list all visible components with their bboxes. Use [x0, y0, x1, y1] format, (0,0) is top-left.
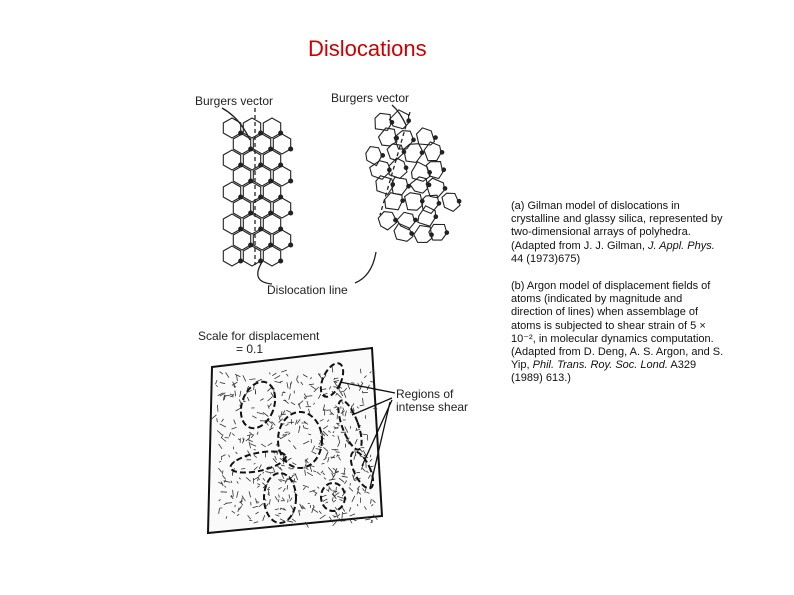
regions-label-line2: intense shear [396, 400, 469, 414]
lattice-cell [253, 230, 270, 250]
lattice-cell [273, 198, 290, 218]
caption-b [511, 280, 726, 386]
lattice-cell [243, 246, 260, 266]
burgers-vector-label-right: Burgers vector [331, 91, 410, 105]
lattice-cell [263, 182, 280, 202]
displacement-dash [370, 455, 371, 457]
network-cell [375, 113, 391, 130]
regions-label-line1: Regions of [396, 387, 454, 401]
lattice-atom [289, 211, 293, 215]
slide-title: Dislocations [308, 36, 427, 61]
network-atom [437, 202, 441, 206]
lattice-cell [243, 214, 260, 234]
network-atom [414, 218, 418, 222]
displacement-dash [283, 434, 284, 436]
network-cell [410, 177, 428, 193]
lattice-cell [263, 118, 280, 138]
lattice-cell [233, 166, 250, 186]
lattice-cell [233, 198, 250, 218]
lattice-cell [253, 198, 270, 218]
displacement-field-border [208, 348, 382, 533]
lattice-cell [223, 214, 240, 234]
network-cell [418, 206, 436, 226]
displacement-dash [365, 519, 370, 520]
network-atom [440, 150, 444, 154]
lattice-cell [273, 134, 290, 154]
caption-b-text: (b) Argon model of displacement fields of atoms (indicated by magnitude and direction of lines) when assemblage of atoms is subjected to shear strain of 5 × 10⁻², in molecular dynamics computation. (Adapted from D. Deng, A. S. Argon, and S. Yip, [511, 280, 724, 372]
displacement-dash [343, 410, 344, 415]
shear-panel [208, 348, 395, 533]
lattice-cell [223, 246, 240, 266]
glassy-network [366, 110, 461, 243]
network-atom [434, 215, 438, 219]
dislocation-arrows [222, 105, 410, 284]
lattice-cell [253, 134, 270, 154]
caption-a-ref: 44 (1973)675) [511, 252, 581, 265]
caption-a-text: (a) Gilman model of dislocations in crystalline and glassy silica, represented by two-dimensional arrays of polyhedra. (Adapted from J. J. Gilman, [511, 200, 723, 252]
network-atom [457, 199, 461, 203]
network-atom [427, 183, 431, 187]
displacement-dash [287, 485, 288, 489]
lattice-cell [223, 150, 240, 170]
network-atom [442, 168, 446, 172]
lattice-cell [273, 166, 290, 186]
network-cell [385, 193, 403, 210]
network-atom [445, 231, 449, 235]
lattice-cell [233, 230, 250, 250]
scale-label-line2: = 0.1 [236, 342, 264, 356]
network-atom [434, 136, 438, 140]
caption-b-ref: A329 (1989) 613.) [511, 359, 697, 385]
caption-a-journal: J. Appl. Phys. [647, 239, 715, 252]
lattice-cell [243, 150, 260, 170]
lattice-cell [243, 182, 260, 202]
network-atom [443, 187, 447, 191]
displacement-dash [255, 389, 256, 394]
lattice-cell [243, 118, 260, 138]
lattice-cell [253, 166, 270, 186]
lattice-atom [239, 259, 243, 263]
scale-label-line1: Scale for displacement [198, 329, 320, 343]
lattice-atom [279, 259, 283, 263]
network-atom [412, 138, 416, 142]
network-atom [404, 166, 408, 170]
crystalline-lattice [223, 118, 292, 266]
network-atom [410, 232, 414, 236]
lattice-atom [289, 179, 293, 183]
displacement-dash [336, 452, 340, 453]
displacement-dash [298, 511, 301, 512]
lattice-atom [289, 147, 293, 151]
caption-b-journal: Phil. Trans. Roy. Soc. Lond. [532, 359, 668, 372]
network-atom [420, 151, 424, 155]
displacement-dash [333, 522, 337, 526]
dislocation-arrow-right [355, 252, 376, 283]
network-atom [401, 199, 405, 203]
network-cell [405, 193, 423, 211]
network-cell [387, 144, 404, 160]
lattice-cell [263, 150, 280, 170]
network-atom [381, 154, 385, 158]
displacement-dash [362, 434, 367, 435]
lattice-cell [263, 246, 280, 266]
lattice-atom [289, 243, 293, 247]
lattice-cell [263, 214, 280, 234]
caption-a [511, 200, 726, 266]
network-cell [426, 162, 442, 179]
burgers-vector-label-left: Burgers vector [195, 94, 274, 108]
lattice-cell [273, 230, 290, 250]
dislocation-line-label: Dislocation line [267, 283, 348, 297]
network-cell [366, 147, 382, 166]
lattice-cell [223, 182, 240, 202]
